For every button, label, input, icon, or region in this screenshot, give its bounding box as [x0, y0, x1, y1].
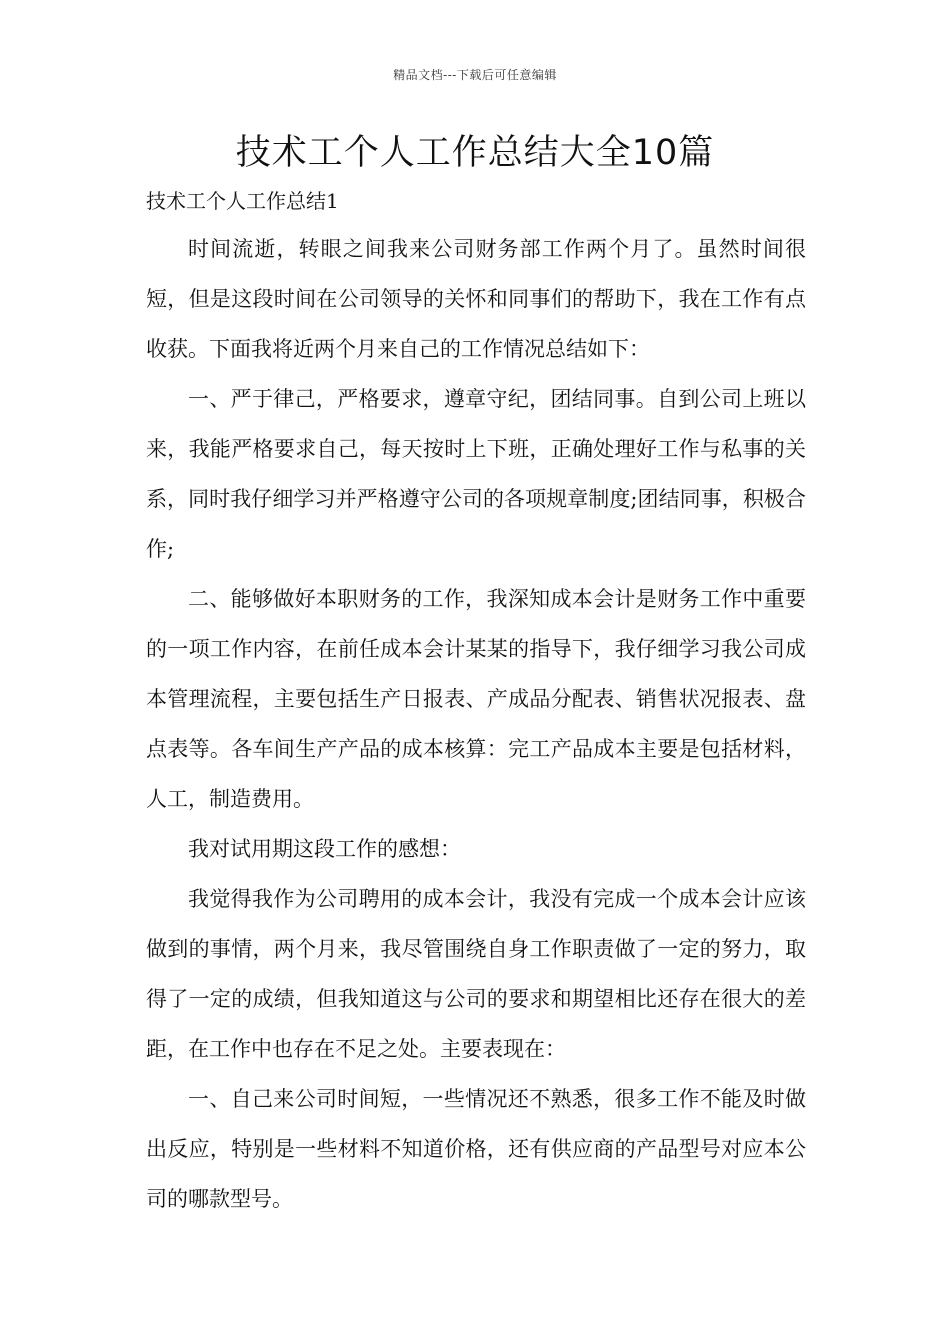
paragraph: 一、自己来公司时间短，一些情况还不熟悉，很多工作不能及时做出反应，特别是一些材料不知道价格，还有供应商的产品型号对应本公司的哪款型号。	[146, 1087, 806, 1211]
paragraph: 我对试用期这段工作的感想：	[188, 837, 461, 861]
paragraph: 时间流逝，转眼之间我来公司财务部工作两个月了。虽然时间很短，但是这段时间在公司领导的关怀和同事们的帮助下，我在工作有点收获。下面我将近两个月来自己的工作情况总结如下：	[146, 237, 806, 361]
paragraph: 我觉得我作为公司聘用的成本会计，我没有完成一个成本会计应该做到的事情，两个月来，我尽管围绕自身工作职责做了一定的努力，取得了一定的成绩，但我知道这与公司的要求和期望相比还存在很大的差距，在工作中也存在不足之处。主要表现在：	[146, 887, 806, 1061]
document-body	[146, 224, 806, 1224]
page-header-watermark: 精品文档---下载后可任意编辑	[393, 68, 557, 82]
paragraph: 二、能够做好本职财务的工作，我深知成本会计是财务工作中重要的一项工作内容，在前任成本会计某某的指导下，我仔细学习我公司成本管理流程，主要包括生产日报表、产成品分配表、销售状况报表、盘点表等。各车间生产产品的成本核算：完工产品成本主要是包括材料，人工，制造费用。	[146, 587, 806, 811]
document-title: 技术工个人工作总结大全10篇	[235, 133, 715, 173]
paragraph: 一、严于律己，严格要求，遵章守纪，团结同事。自到公司上班以来，我能严格要求自己，每天按时上下班，正确处理好工作与私事的关系，同时我仔细学习并严格遵守公司的各项规章制度;团结同事，积极合作;	[146, 387, 806, 561]
section-heading: 技术工个人工作总结1	[146, 189, 339, 213]
